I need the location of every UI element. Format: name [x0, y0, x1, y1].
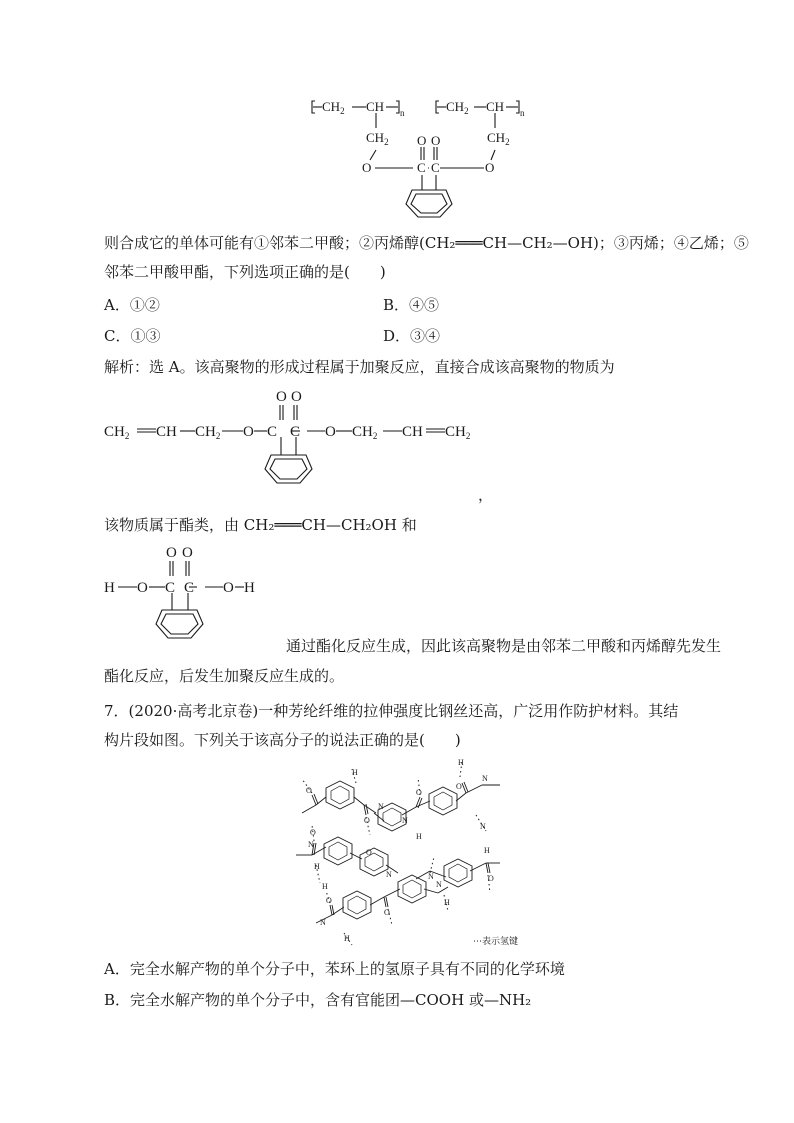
svg-text:CH2: [446, 99, 469, 116]
subscript-2: 2: [384, 137, 389, 147]
n-atom: N: [386, 870, 392, 879]
analysis-line3: 通过酯化反应生成，因此该高聚物是由邻苯二甲酸和丙烯醇先发生: [286, 637, 722, 655]
polymer-structure-figure: [0, 0, 794, 230]
carbonyl-carbon: C: [267, 424, 278, 440]
svg-text:CH2: [104, 424, 129, 441]
o-atom: O: [416, 788, 422, 797]
question6-stem-line1: 则合成它的单体可能有①邻苯二甲酸；②丙烯醇(CH₂═══CH—CH₂—OH)；③丙烯；④乙烯；⑤: [104, 234, 749, 252]
svg-text:CH2: [322, 99, 345, 116]
analysis-line1: 解析：选 A。该高聚物的形成过程属于加聚反应，直接合成该高聚物的物质为: [104, 358, 615, 376]
svg-text:CH2: [445, 424, 470, 441]
carbonyl-oxygen: O: [276, 389, 287, 405]
o-atom: O: [306, 786, 312, 795]
analysis-line2: 该物质属于酯类，由 CH₂═══CH—CH₂OH 和: [104, 516, 417, 534]
h-atom: H: [344, 934, 350, 943]
h-atom: H: [352, 768, 358, 777]
diallyl-phthalate-structure: [0, 385, 794, 515]
h-atom: H: [444, 898, 450, 907]
repeat-index: n: [400, 108, 405, 118]
carbonyl-oxygen: O: [291, 389, 302, 405]
svg-text:CH2: [366, 130, 389, 147]
carbonyl-carbon: C: [290, 424, 301, 440]
n-atom: N: [308, 840, 314, 849]
option-d: D．③④: [383, 327, 441, 345]
n-atom: N: [402, 816, 408, 825]
carbonyl-oxygen: O: [431, 133, 441, 148]
ch2-group: CH: [487, 130, 506, 145]
ch2-group: CH: [366, 130, 385, 145]
question7-stem-line2: 构片段如图。下列关于该高分子的说法正确的是( ): [104, 731, 461, 749]
analysis-line4: 酯化反应，后发生加聚反应生成的。: [104, 667, 345, 685]
repeat-index: n: [520, 108, 525, 118]
aramid-fiber-structure-figure: [0, 755, 794, 955]
carbonyl-carbon: C: [417, 160, 426, 175]
carbonyl-carbon: C: [184, 580, 195, 596]
question7-option-b: B．完全水解产物的单个分子中，含有官能团—COOH 或—NH₂: [104, 991, 532, 1009]
option-c: C．①③: [104, 327, 161, 345]
ch2-group: CH: [104, 424, 125, 440]
o-atom: O: [366, 848, 372, 857]
n-atom: N: [480, 822, 486, 831]
carbonyl-oxygen: O: [417, 133, 427, 148]
h-atom: H: [322, 882, 328, 891]
option-a: A．①②: [104, 296, 160, 314]
ch2-group: CH: [322, 99, 341, 114]
svg-text:CH2: [352, 424, 377, 441]
h-atom: H: [416, 832, 422, 841]
h-atom: H: [458, 758, 464, 767]
ester-oxygen: O: [362, 160, 372, 175]
ch2-group: CH: [445, 424, 466, 440]
h-atom: H: [314, 862, 320, 871]
n-atom: N: [428, 872, 434, 881]
hydrogen-bond-legend: ⋯表示氢键: [473, 937, 519, 947]
carbonyl-oxygen: O: [166, 545, 177, 561]
option-b: B．④⑤: [383, 296, 440, 314]
hydroxyl-hydrogen: H: [244, 580, 255, 596]
hydroxyl-hydrogen: H: [104, 580, 115, 596]
ch2-group: CH: [352, 424, 373, 440]
ester-oxygen: O: [485, 160, 495, 175]
ch-group: CH: [156, 424, 177, 440]
subscript-2: 2: [372, 431, 378, 441]
ch-group: CH: [366, 99, 385, 114]
ch-group: CH: [486, 99, 505, 114]
subscript-2: 2: [215, 431, 221, 441]
svg-text:CH2: [195, 424, 220, 441]
carbonyl-carbon: C: [165, 580, 176, 596]
hydroxyl-oxygen: O: [137, 580, 148, 596]
n-atom: N: [378, 802, 384, 811]
comma: ，: [478, 486, 494, 504]
o-atom: O: [310, 828, 316, 837]
carbonyl-carbon: C: [431, 160, 440, 175]
n-atom: N: [482, 774, 488, 783]
o-atom: O: [488, 874, 494, 883]
ester-oxygen: O: [243, 424, 254, 440]
o-atom: O: [456, 782, 462, 791]
subscript-2: 2: [340, 106, 345, 116]
ester-oxygen: O: [325, 424, 336, 440]
o-atom: O: [384, 908, 390, 917]
subscript-2: 2: [505, 137, 510, 147]
question7-stem-line1: 7．(2020·高考北京卷)一种芳纶纤维的拉伸强度比钢丝还高，广泛用作防护材料。其结: [104, 702, 679, 720]
ch2-group: CH: [195, 424, 216, 440]
subscript-2: 2: [124, 431, 130, 441]
n-atom: N: [436, 880, 442, 889]
carbonyl-oxygen: O: [182, 545, 193, 561]
question6-stem-line2: 邻苯二甲酸甲酯，下列选项正确的是( ): [104, 263, 386, 281]
ch-group: CH: [402, 424, 423, 440]
o-atom: O: [326, 896, 332, 905]
hydroxyl-oxygen: O: [223, 580, 234, 596]
n-atom: N: [320, 918, 326, 927]
subscript-2: 2: [465, 431, 471, 441]
svg-text:CH2: [487, 130, 510, 147]
subscript-2: 2: [464, 106, 469, 116]
ch2-group: CH: [446, 99, 465, 114]
o-atom: O: [364, 816, 370, 825]
h-atom: H: [484, 846, 490, 855]
question7-option-a: A．完全水解产物的单个分子中，苯环上的氢原子具有不同的化学环境: [104, 960, 565, 978]
